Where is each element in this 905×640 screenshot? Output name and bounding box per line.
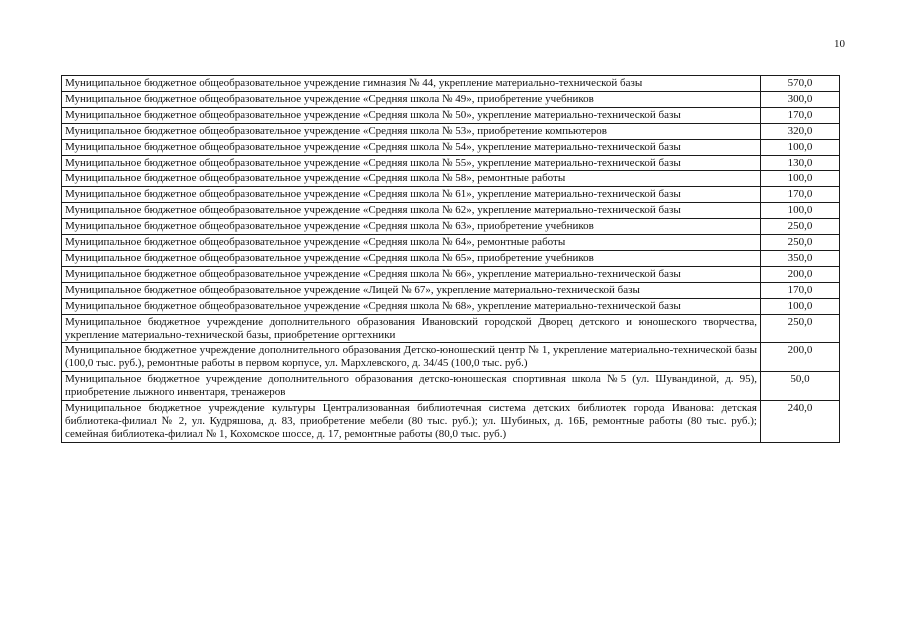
table-row bbox=[62, 401, 840, 443]
row-amount: 350,0 bbox=[761, 250, 840, 266]
table-row bbox=[62, 235, 840, 251]
row-amount: 130,0 bbox=[761, 155, 840, 171]
table-row bbox=[62, 107, 840, 123]
row-description: Муниципальное бюджетное общеобразовательное учреждение гимназия № 44, укрепление материально-технической базы bbox=[62, 76, 761, 92]
row-description: Муниципальное бюджетное общеобразовательное учреждение «Средняя школа № 65», приобретение учебников bbox=[62, 250, 761, 266]
row-description: Муниципальное бюджетное общеобразовательное учреждение «Средняя школа № 55», укрепление материально-технической базы bbox=[62, 155, 761, 171]
row-description: Муниципальное бюджетное общеобразовательное учреждение «Средняя школа № 62», укрепление материально-технической базы bbox=[62, 203, 761, 219]
table-row bbox=[62, 171, 840, 187]
table-row bbox=[62, 372, 840, 401]
row-amount: 300,0 bbox=[761, 91, 840, 107]
table-row bbox=[62, 187, 840, 203]
row-amount: 100,0 bbox=[761, 171, 840, 187]
page-number: 10 bbox=[834, 38, 845, 50]
row-amount: 100,0 bbox=[761, 298, 840, 314]
row-description: Муниципальное бюджетное общеобразовательное учреждение «Средняя школа № 54», укрепление материально-технической базы bbox=[62, 139, 761, 155]
row-amount: 200,0 bbox=[761, 343, 840, 372]
row-description: Муниципальное бюджетное общеобразовательное учреждение «Средняя школа № 49», приобретение учебников bbox=[62, 91, 761, 107]
table-row bbox=[62, 314, 840, 343]
table-row bbox=[62, 219, 840, 235]
row-description: Муниципальное бюджетное общеобразовательное учреждение «Средняя школа № 66», укрепление материально-технической базы bbox=[62, 266, 761, 282]
table-row bbox=[62, 298, 840, 314]
row-description: Муниципальное бюджетное учреждение дополнительного образования Детско-юношеский центр № 1, укрепление материально-технической базы (100,0 тыс. руб.), ремонтные работы в первом корпусе, ул. Мархлевского, д. 34/45 (100,0 тыс. руб.) bbox=[62, 343, 761, 372]
row-amount: 200,0 bbox=[761, 266, 840, 282]
budget-table bbox=[61, 75, 840, 443]
row-amount: 250,0 bbox=[761, 219, 840, 235]
row-description: Муниципальное бюджетное общеобразовательное учреждение «Средняя школа № 50», укрепление материально-технической базы bbox=[62, 107, 761, 123]
table-row bbox=[62, 91, 840, 107]
row-description: Муниципальное бюджетное общеобразовательное учреждение «Средняя школа № 63», приобретение учебников bbox=[62, 219, 761, 235]
row-amount: 100,0 bbox=[761, 139, 840, 155]
row-amount: 170,0 bbox=[761, 107, 840, 123]
row-description: Муниципальное бюджетное общеобразовательное учреждение «Средняя школа № 58», ремонтные работы bbox=[62, 171, 761, 187]
table-row bbox=[62, 203, 840, 219]
row-amount: 250,0 bbox=[761, 235, 840, 251]
row-description: Муниципальное бюджетное общеобразовательное учреждение «Средняя школа № 64», ремонтные работы bbox=[62, 235, 761, 251]
table-row bbox=[62, 76, 840, 92]
table-row bbox=[62, 266, 840, 282]
table-row bbox=[62, 139, 840, 155]
row-amount: 170,0 bbox=[761, 187, 840, 203]
row-amount: 570,0 bbox=[761, 76, 840, 92]
row-description: Муниципальное бюджетное общеобразовательное учреждение «Средняя школа № 68», укрепление материально-технической базы bbox=[62, 298, 761, 314]
row-description: Муниципальное бюджетное общеобразовательное учреждение «Средняя школа № 61», укрепление материально-технической базы bbox=[62, 187, 761, 203]
row-description: Муниципальное бюджетное учреждение дополнительного образования Ивановский городской Дворец детского и юношеского творчества, укрепление материально-технической базы, приобретение оргтехники bbox=[62, 314, 761, 343]
budget-table-body bbox=[62, 76, 840, 443]
row-amount: 250,0 bbox=[761, 314, 840, 343]
row-description: Муниципальное бюджетное общеобразовательное учреждение «Средняя школа № 53», приобретение компьютеров bbox=[62, 123, 761, 139]
table-row bbox=[62, 250, 840, 266]
row-amount: 50,0 bbox=[761, 372, 840, 401]
table-row bbox=[62, 282, 840, 298]
table-row bbox=[62, 343, 840, 372]
table-row bbox=[62, 123, 840, 139]
row-description: Муниципальное бюджетное общеобразовательное учреждение «Лицей № 67», укрепление материально-технической базы bbox=[62, 282, 761, 298]
row-amount: 170,0 bbox=[761, 282, 840, 298]
row-amount: 100,0 bbox=[761, 203, 840, 219]
row-description: Муниципальное бюджетное учреждение культуры Централизованная библиотечная система детских библиотек города Иванова: детская библиотека-филиал № 2, ул. Кудряшова, д. 83, приобретение мебели (80 тыс. руб.); ул. Шубиных, д. 16Б, ремонтные работы (80 тыс. руб.); семейная библиотека-филиал № 1, Кохомское шоссе, д. 17, ремонтные работы (80,0 тыс. руб.) bbox=[62, 401, 761, 443]
row-amount: 320,0 bbox=[761, 123, 840, 139]
table-row bbox=[62, 155, 840, 171]
row-description: Муниципальное бюджетное учреждение дополнительного образования детско-юношеская спортивная школа №5 (ул. Шувандиной, д. 95), приобретение лыжного инвентаря, тренажеров bbox=[62, 372, 761, 401]
row-amount: 240,0 bbox=[761, 401, 840, 443]
